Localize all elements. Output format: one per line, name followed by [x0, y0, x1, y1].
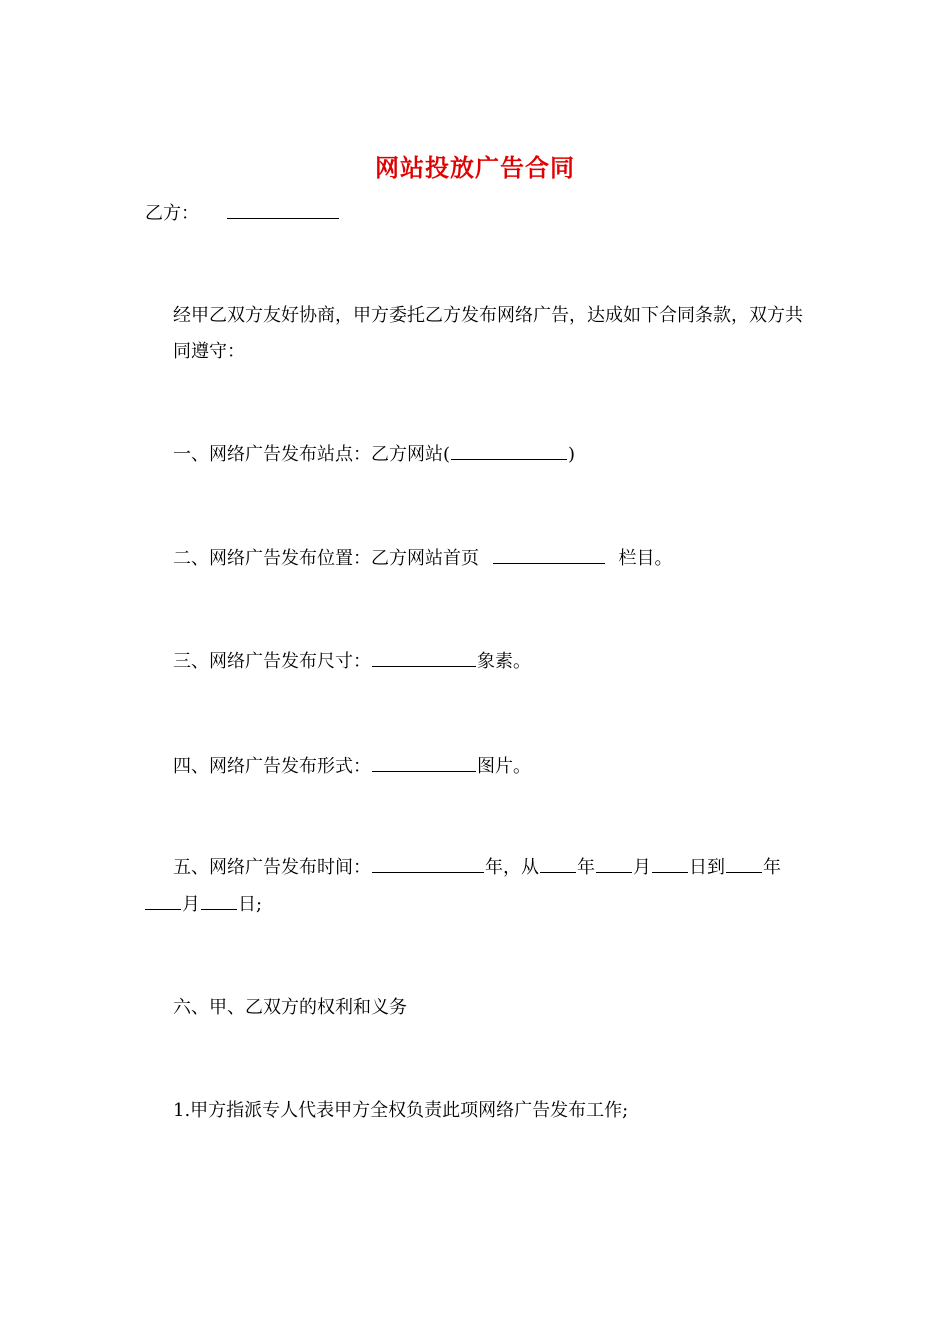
clause-2 — [145, 541, 833, 577]
item-1: 1.甲方指派专人代表甲方全权负责此项网络广告发布工作; — [173, 1100, 629, 1121]
clause-5-year-from: 年，从 — [485, 857, 539, 878]
clause-5-end-month-label: 月 — [182, 894, 200, 915]
clause-5-day-to: 日到 — [689, 857, 725, 878]
clause-5-end-day-blank[interactable] — [201, 889, 237, 910]
clause-4-blank[interactable] — [372, 751, 476, 772]
clause-6: 六、甲、乙双方的权利和义务 — [173, 997, 407, 1018]
intro-paragraph: 经甲乙双方友好协商，甲方委托乙方发布网络广告，达成如下合同条款，双方共同遵守： — [173, 305, 803, 362]
clause-5-end-year-label: 年 — [763, 857, 781, 878]
clause-5-end-day-label: 日; — [238, 894, 263, 915]
clause-2-suffix: 栏目。 — [618, 548, 673, 569]
clause-5-text: 五、网络广告发布时间： — [173, 857, 371, 878]
party-b-blank[interactable] — [227, 198, 339, 219]
clause-5-year-label: 年 — [577, 857, 595, 878]
party-b-label: 乙方： — [145, 203, 199, 224]
clause-1-text: 一、网络广告发布站点：乙方网站( — [173, 444, 451, 465]
clause-4-suffix: 图片。 — [477, 756, 531, 777]
party-b-line — [145, 196, 805, 232]
clause-3-suffix: 象素。 — [477, 651, 531, 672]
clause-5-end-month-blank[interactable] — [145, 889, 181, 910]
clause-5-end-year-blank[interactable] — [726, 852, 762, 873]
clause-3 — [145, 644, 833, 680]
clause-4 — [145, 749, 833, 785]
clause-2-text: 二、网络广告发布位置：乙方网站首页 — [173, 548, 479, 569]
clause-5 — [145, 850, 833, 886]
clause-3-blank[interactable] — [372, 646, 476, 667]
clause-4-text: 四、网络广告发布形式： — [173, 756, 371, 777]
clause-2-blank[interactable] — [493, 543, 605, 564]
clause-5-continued — [145, 887, 805, 923]
clause-5-start-month-blank[interactable] — [596, 852, 632, 873]
clause-5-month-label: 月 — [633, 857, 651, 878]
page-title: 网站投放广告合同 — [375, 153, 575, 182]
clause-5-start-day-blank[interactable] — [652, 852, 688, 873]
clause-5-duration-blank[interactable] — [372, 852, 484, 873]
clause-1-close: ) — [568, 444, 576, 465]
clause-1-blank[interactable] — [451, 439, 567, 460]
clause-1 — [145, 437, 833, 473]
clause-3-text: 三、网络广告发布尺寸： — [173, 651, 371, 672]
clause-5-start-year-blank[interactable] — [540, 852, 576, 873]
